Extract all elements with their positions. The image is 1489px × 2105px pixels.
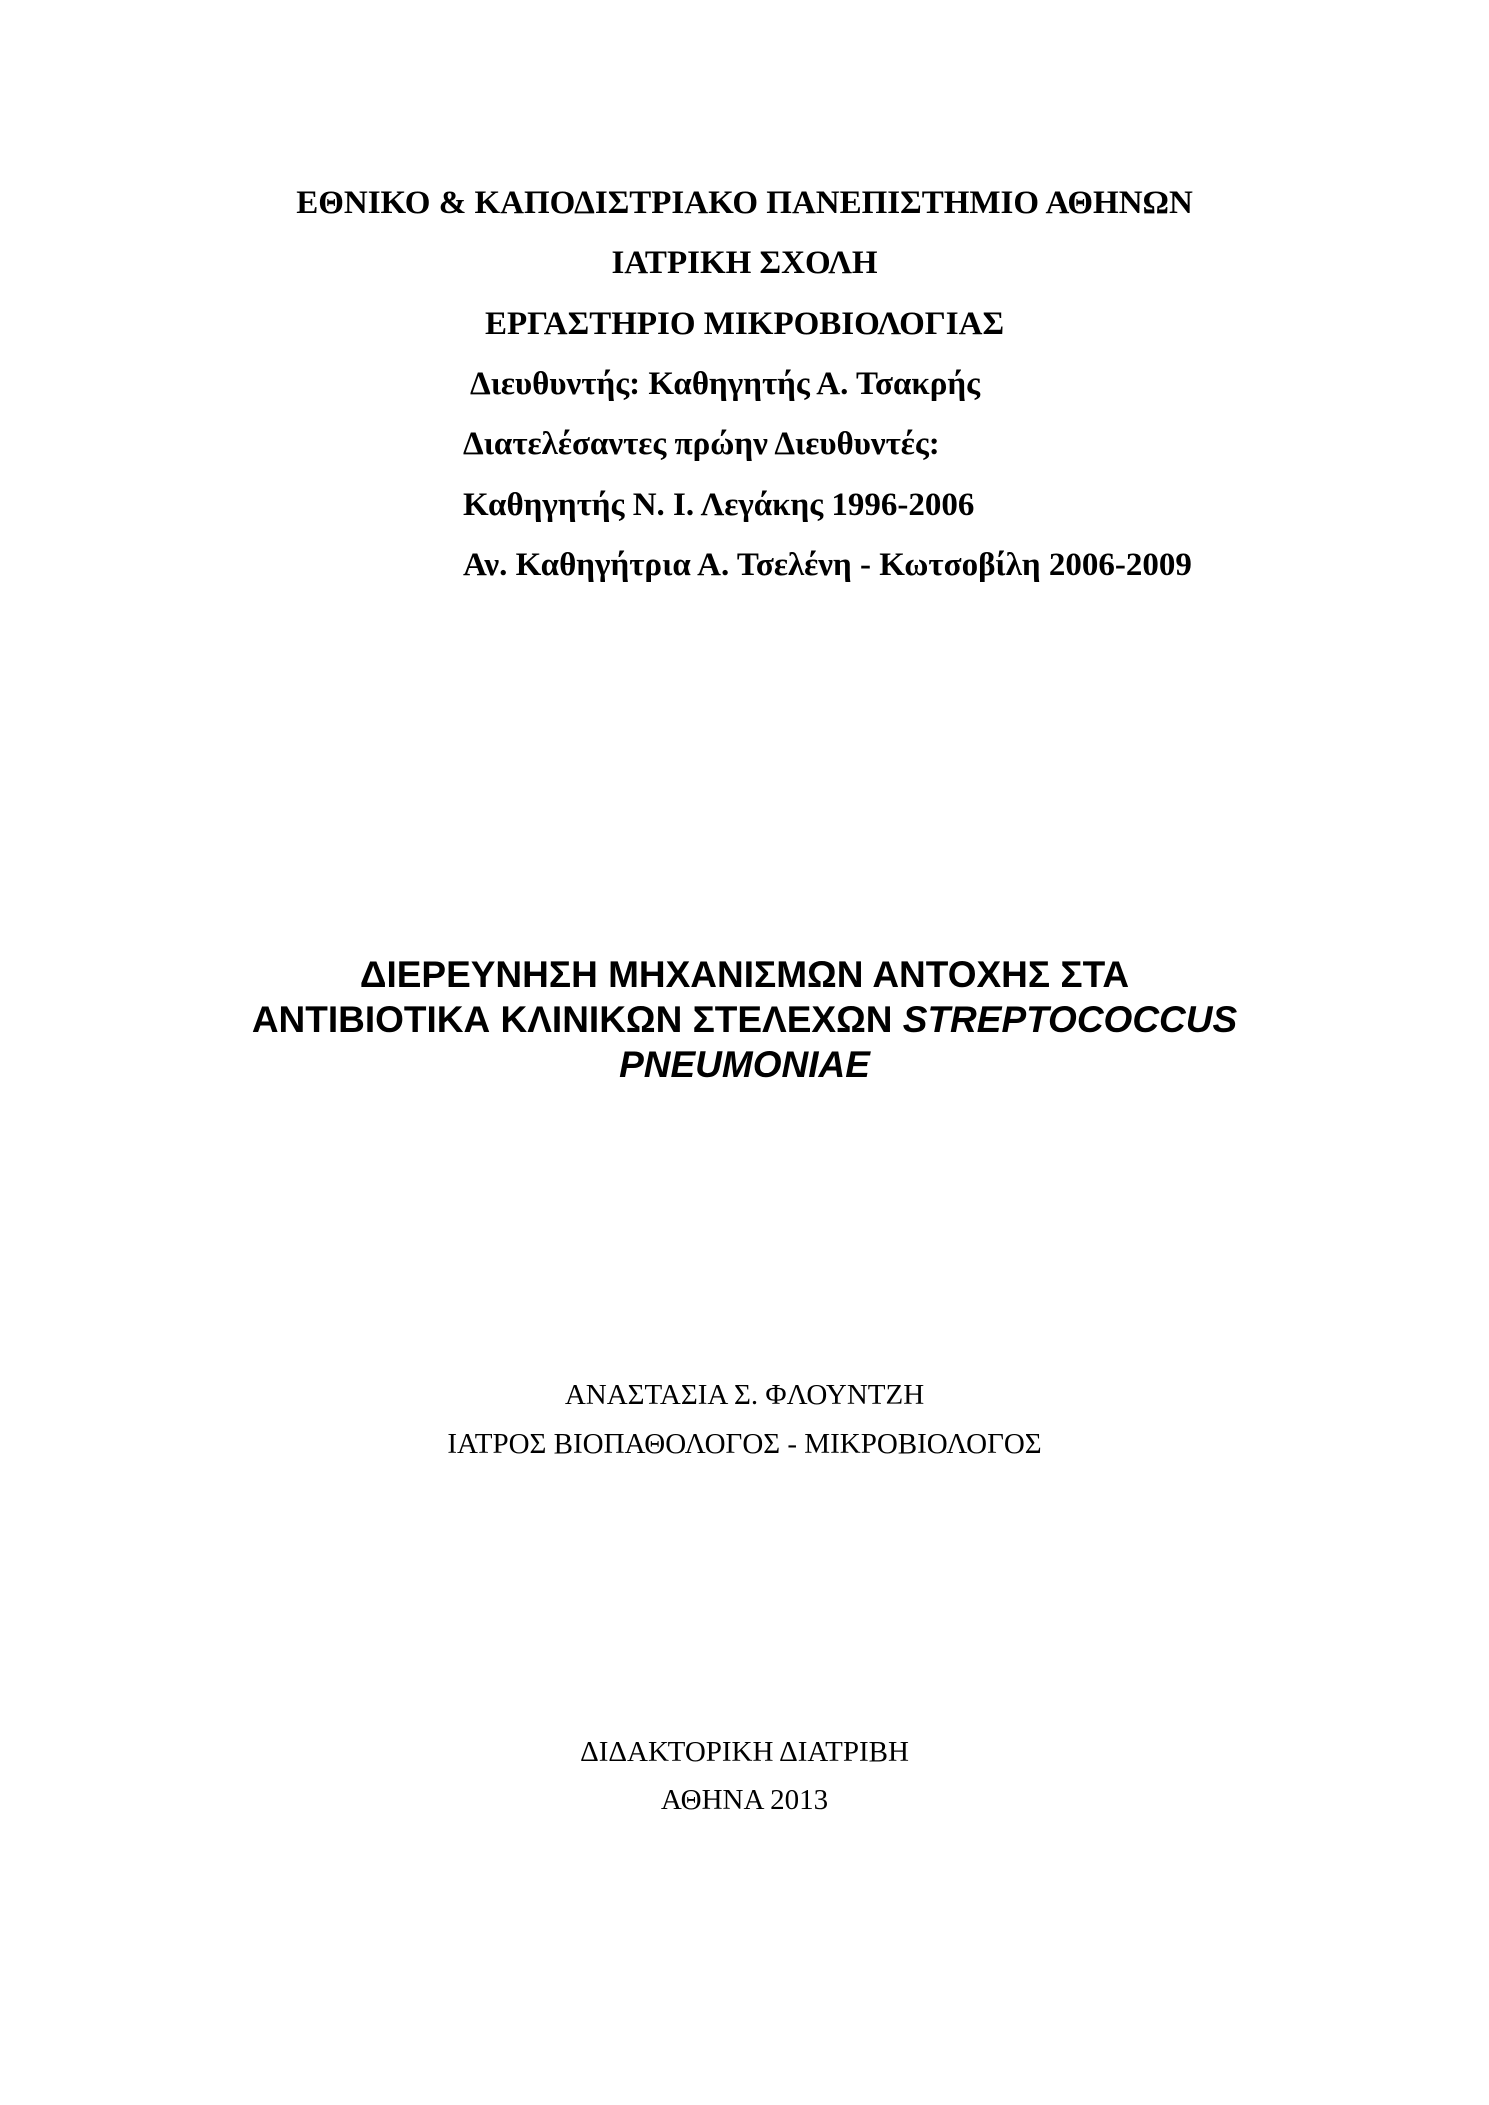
title-line-2-prefix: ΑΝΤΙΒΙΟΤΙΚΑ ΚΛΙΝΙΚΩΝ ΣΤΕΛΕΧΩΝ: [251, 999, 903, 1040]
author-name: ΑΝΑΣΤΑΣΙΑ Σ. ΦΛΟΥΝΤΖΗ: [564, 1379, 925, 1411]
document-type: ΔΙΔΑΚΤΟΡΙΚΗ ΔΙΑΤΡΙΒΗ: [580, 1736, 909, 1768]
director-line: Διευθυντής: Καθηγητής Α. Τσακρής: [470, 366, 981, 402]
title-line-2: [0, 997, 1489, 1042]
title-species-genus: STREPTOCOCCUS: [902, 999, 1238, 1040]
dissertation-title: [0, 952, 1489, 1087]
former-directors-label: Διατελέσαντες πρώην Διευθυντές:: [463, 426, 940, 462]
title-line-1: ΔΙΕΡΕΥΝΗΣΗ ΜΗΧΑΝΙΣΜΩΝ ΑΝΤΟΧΗΣ ΣΤΑ: [359, 954, 1130, 995]
title-species-name: PNEUMONIAE: [619, 1044, 870, 1085]
former-director-2: Αν. Καθηγήτρια Α. Τσελένη - Κωτσοβίλη 2006-2009: [463, 547, 1192, 583]
school-name: ΙΑΤΡΙΚΗ ΣΧΟΛΗ: [611, 245, 878, 281]
author-profession: ΙΑΤΡΟΣ ΒΙΟΠΑΘΟΛΟΓΟΣ - ΜΙΚΡΟΒΙΟΛΟΓΟΣ: [447, 1428, 1042, 1460]
university-name: ΕΘΝΙΚΟ & ΚΑΠΟΔΙΣΤΡΙΑΚΟ ΠΑΝΕΠΙΣΤΗΜΙΟ ΑΘΗΝΩΝ: [296, 185, 1193, 221]
former-director-1: Καθηγητής Ν. Ι. Λεγάκης 1996-2006: [463, 487, 975, 523]
laboratory-name: ΕΡΓΑΣΤΗΡΙΟ ΜΙΚΡΟΒΙΟΛΟΓΙΑΣ: [484, 306, 1005, 342]
place-year: ΑΘΗΝΑ 2013: [660, 1784, 829, 1816]
